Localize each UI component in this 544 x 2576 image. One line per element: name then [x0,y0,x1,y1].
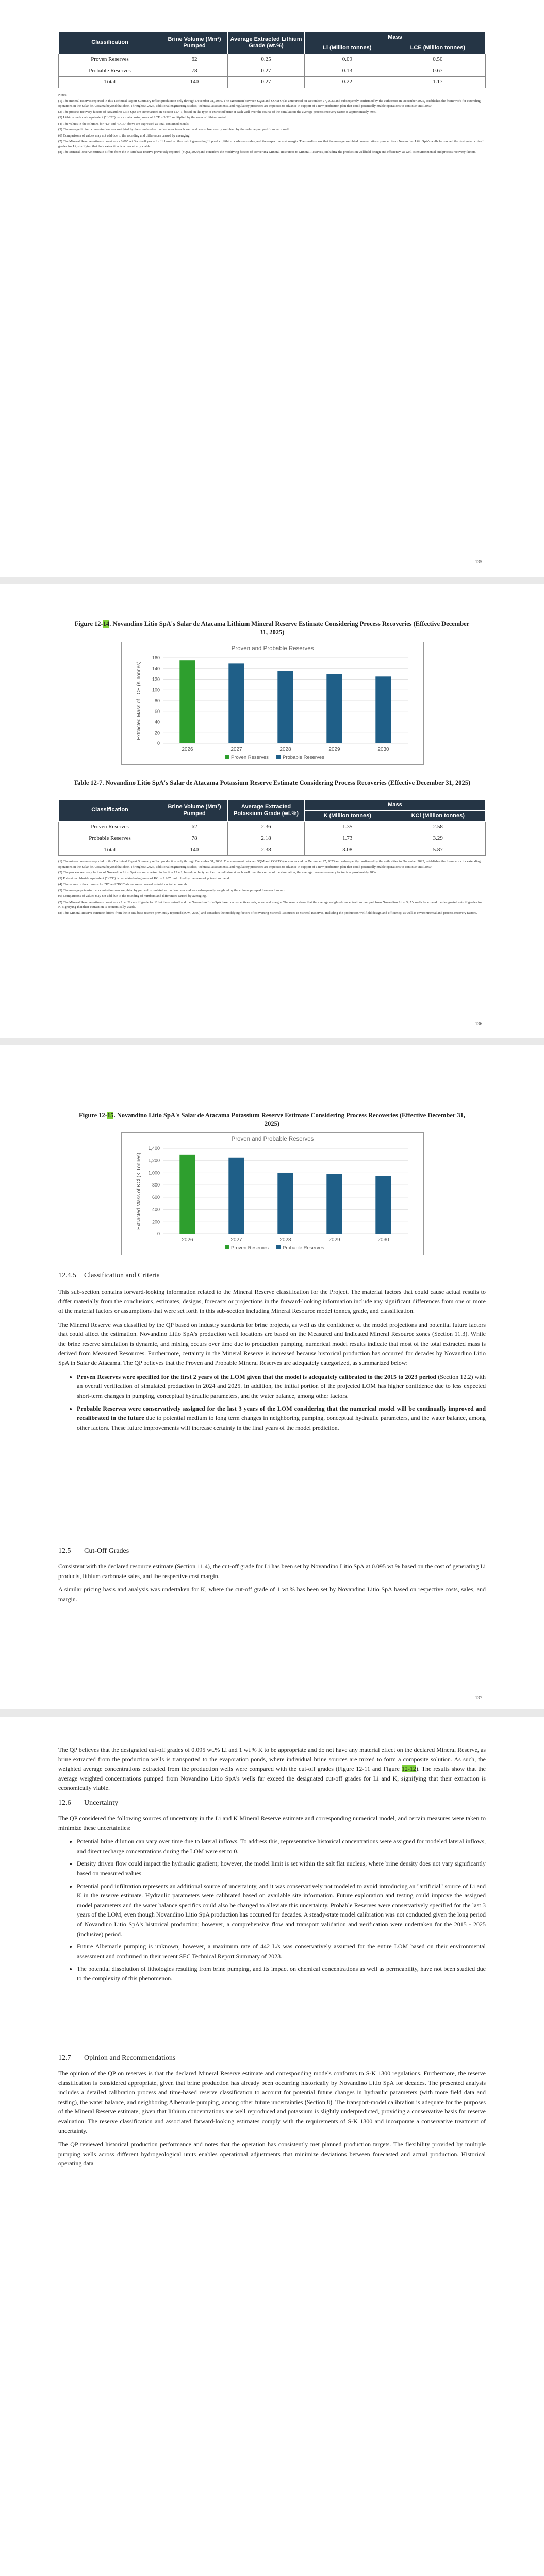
cell: 2.58 [390,821,486,833]
lithium-chart [121,642,424,765]
bullet-list [58,1837,486,1983]
col-li: Li (Million tonnes) [305,43,390,54]
y-tick-label: 400 [152,1207,160,1212]
page-separator [0,1709,544,1717]
cell: 78 [161,65,228,76]
cell: 2.18 [228,833,305,844]
legend-label: Probable Reserves [283,755,324,760]
paragraph: The opinion of the QP on reserves is that the declared Mineral Reserve estimate and corresponding models conforms to S-K 1300 regulations. Furthermore, the reserve classification is considered appropriate, given that brine production has already been occurring historically by Novandino Litio SpA for decades. The presented analysis includes a detailed calibration process and time-based reserve classification to account for potential future changes in hydraulic parameters (with more field data and testing), the water balance, and neighboring Albemarle pumping, among other future uncertainties (Section 8). The transport-model calibration is adequate for the purposes of the Mineral Reserve estimate, given that lithium concentrations are well reproduced and potassium is slightly underpredicted, providing a conservative basis for reserve evaluation. The reserve classification and associated forward-looking estimates comply with the requirements of S-K 1300 and incorporate a conservative treatment of uncertainty. [58,2070,486,2134]
cell: 3.08 [305,844,390,855]
note: (3) Potassium chloride equivalent ("KCl") is calculated using mass of KCl = 1.907 multiplied by the mass of potassium metal. [58,876,230,880]
section-number: 12.7 [58,2054,71,2062]
cell: Probable Reserves [59,65,161,76]
paragraph: Consistent with the declared resource estimate (Section 11.4), the cut-off grade for Li has been set by Novandino Litio SpA at 0.095 wt.% based on the cost of generating Li products, lithium carbonate sales, and the respective cost margin. [58,1563,486,1580]
cell: 0.67 [390,65,485,76]
legend-swatch [225,1245,229,1249]
cell: 2.38 [228,844,305,855]
bar-probable-reserves-2030 [375,676,391,743]
legend-swatch [276,1245,281,1249]
table-notes [58,859,486,917]
x-tick-label: 2027 [230,1237,242,1243]
section-title: Classification and Criteria [84,1272,160,1279]
note: (6) Comparisons of values may not add due to the rounding and differences caused by averaging. [58,133,191,138]
y-tick-label: 40 [154,719,160,725]
cell: 1.35 [305,821,390,833]
section-body [58,1745,486,1797]
caption-highlight: 12-12 [401,1765,416,1773]
chart-svg [122,642,423,764]
paragraph: The QP reviewed historical production performance and notes that the operation has consistently met planned production targets. The flexibility provided by multiple pumping wells across different hydrogeological units enables operational adjustments that minimize deviations between forecasted and actual production. Historical operating data [58,2141,486,2167]
table-row [59,833,486,844]
col-brine-volume: Brine Volume (Mm³) Pumped [161,800,228,822]
cell: 0.27 [228,76,305,88]
cell: 0.27 [228,65,305,76]
page-number: 137 [475,1695,482,1700]
y-tick-label: 0 [157,741,160,746]
list-item: • Density driven flow could impact the hydraulic gradient; however, the model limit is set within the salt flat nucleus, where brine density does not vary significantly based on measured values. [77,1859,486,1878]
col-kcl: KCl (Million tonnes) [390,810,486,821]
legend-swatch [276,755,281,759]
note: (1) The mineral reserves reported in this Technical Report Summary reflect production only through December 31, 2030. The agreement between SQM and CORFO (as announced on December 27, 2023 and subsequently confirmed by the authorities in December 2025, establishes the framework for extending operations in the Salar de Atacama beyond that date. Throughout 2026, additional engineering studies, technical assessments, and regulatory processes are expected to advance in support of a new production plan that could potentially enable operations to continue until 2060. [58,99,481,108]
note: (4) The values in the columns for "Li" and "LCE" above are expressed as total contained metals. [58,122,190,126]
bar-proven-reserves-2026 [179,660,195,743]
cell: Probable Reserves [59,833,161,844]
y-tick-label: 200 [152,1219,160,1225]
note: (2) The process recovery factors of Novandino Litio SpA are summarized in Section 12.4.1, based on the type of extracted brine at each well over the course of the simulation; the average process recovery factor is approximately 78%. [58,871,377,875]
list-item: • The potential dissolution of lithologies resulting from brine pumping, and its impact on chemical concentrations as well as permeability, have not been studied due to the complexity of this phenomenon. [77,1964,486,1983]
cell: 78 [161,833,228,844]
y-axis-label: Extracted Mass of LCE (K Tonnes) [136,661,142,740]
col-lce: LCE (Million tonnes) [390,43,485,54]
bar-probable-reserves-2029 [326,1174,342,1234]
y-tick-label: 100 [152,687,160,693]
page-2 [0,584,544,1038]
cell: 140 [161,76,228,88]
cell: 0.13 [305,65,390,76]
note: (8) This Mineral Reserve estimate differs from the in-situ base reserve previously reported (SQM, 2020) and considers the modifying factors of converting Mineral Resources to Mineral Reserves, including the production wellfield design and efficiency, as well as environmental and process recovery factors. [58,911,477,915]
y-tick-label: 80 [154,698,160,703]
bar-probable-reserves-2027 [228,663,244,743]
list-item [77,1404,486,1433]
y-tick-label: 120 [152,676,160,682]
section-body [58,1814,486,1988]
x-tick-label: 2030 [377,747,389,752]
bullet-text: (Section 12.2) with an overall verification of simulated production in 2024 and 2025. In addition, the initial portion of the projected LOM has higher confidence due to less expected short-term changes in pumping, conceptual hydraulic parameters, and the water balance, among other factors. [77,1372,486,1399]
section-number: 12.6 [58,1799,71,1807]
x-tick-label: 2028 [279,1237,291,1243]
cell: Proven Reserves [59,821,161,833]
x-tick-label: 2030 [377,1237,389,1243]
caption-text: . Novandino Litio SpA's Salar de Atacama Lithium Mineral Reserve Estimate Considering Process Recoveries (Effective December 31, 2025) [109,620,470,636]
chart-svg [122,1133,423,1255]
section-body [58,1287,486,1436]
table-row [59,54,486,65]
chart-title: Proven and Probable Reserves [231,646,314,652]
caption-text: . Novandino Litio SpA's Salar de Atacama Potassium Reserve Estimate Considering Process Recoveries (Effective December 31, 2025) [113,1112,465,1127]
note: (7) The Mineral Reserve estimate considers a 1 wt.% cut-off grade for K but these cut-off and the Novandino Litio SpA based on respective costs, sales, and margin. The results show that the average weighted concentrations pumped from Novandino Litio SpA's wells far exceed the designated cut-off grades for K, signifying that their extraction is economically viable. [58,900,482,909]
table-notes [58,93,486,156]
paragraph: A similar pricing basis and analysis was undertaken for K, where the cut-off grade of 1 wt.% has been set by Novandino Litio SpA based on respective costs, sales, and margin. [58,1586,486,1603]
legend-label: Probable Reserves [283,1245,324,1251]
note: (1) The mineral reserves reported in this Technical Report Summary reflect production only through December 31, 2030. The agreement between SQM and CORFO (as announced on December 27, 2023 and subsequently confirmed by the authorities in December 2025, establishes the framework for extending operations in the Salar de Atacama beyond that date. Throughout 2026, additional engineering studies, technical assessments, and regulatory processes are expected to advance in support of a new production plan that could potentially enable operations to continue until 2060. [58,860,481,869]
bullet-list [58,1372,486,1433]
list-item: • Future Albemarle pumping is unknown; however, a maximum rate of 442 L/s was conservatively assumed for the entire LOM based on their environmental assessment and confirmed in their recent SEC Technical Report Summary of 2023. [77,1942,486,1961]
bar-probable-reserves-2028 [277,671,293,743]
y-tick-label: 20 [154,730,160,736]
cell: 2.36 [228,821,305,833]
cell: 140 [161,844,228,855]
y-tick-label: 1,000 [148,1170,160,1176]
col-grade: Average Extracted Lithium Grade (wt.%) [228,32,305,54]
figure-caption [72,1112,472,1128]
col-grade: Average Extracted Potassium Grade (wt.%) [228,800,305,822]
chart-title: Proven and Probable Reserves [231,1136,314,1142]
cell: 0.22 [305,76,390,88]
paragraph [58,1745,486,1793]
y-tick-label: 600 [152,1194,160,1200]
bar-proven-reserves-2026 [179,1155,195,1234]
cell: Total [59,76,161,88]
note: (5) The average potassium concentration was weighted by per well simulated extraction rates and was subsequently weighted by the volume pumped from each month. [58,888,286,892]
table-row [59,844,486,855]
note: (4) The values in the columns for "K" and "KCl" above are expressed as total contained metals. [58,883,188,887]
bar-probable-reserves-2027 [228,1158,244,1234]
list-item [77,1372,486,1401]
page-separator [0,577,544,584]
cell: 1.17 [390,76,485,88]
section-heading-12-7 [58,2054,175,2062]
legend-label: Proven Reserves [231,755,269,760]
section-title: Cut-Off Grades [84,1547,129,1555]
table-row [59,76,486,88]
text: ). The results show that the average weighted concentrations pumped from Novandino Litio SpA's wells far exceed the designated cut-off grades for Li and K, signifying that their extraction is economically viable. [58,1765,486,1792]
cell: 0.25 [228,54,305,65]
y-tick-label: 60 [154,708,160,714]
caption-highlight: 15 [107,1112,114,1119]
cell: 0.50 [390,54,485,65]
y-tick-label: 800 [152,1182,160,1188]
y-tick-label: 140 [152,666,160,671]
page-4 [0,1717,544,2576]
y-tick-label: 160 [152,655,160,660]
lithium-reserve-table [58,32,486,88]
section-heading-12-4-5 [58,1272,160,1280]
x-tick-label: 2026 [182,1237,193,1243]
col-brine-volume: Brine Volume (Mm³) Pumped [161,32,228,54]
col-classification: Classification [59,800,161,822]
note: (5) The average lithium concentration was weighted by the simulated extraction rates in each well and was subsequently weighted by the volume pumped from each well. [58,128,290,132]
section-heading-12-5 [58,1547,129,1555]
list-item: • Potential pond infiltration represents an additional source of uncertainty, and it was conservatively not modeled to avoid introducing an "artificial" source of Li and K in the reserve estimate. Hydraulic parameters were calibrated based on available site information. Future exploration and testing could improve the assigned model parameters and the water balance specifics could also be changed to alleviate this uncertainty. Probable Reserves were conservatively specified for the last 3 years of the LOM, even though Novandino Litio SpA production has occurred for decades. A steady-state model calibration was not conducted given the long period of Novandino Litio SpA's historical production; however, a comprehensive flow and transport validation and verification were undertaken for the 2015 - 2025 (inclusive) period. [77,1882,486,1939]
cell: 3.29 [390,833,486,844]
text: The QP believes that the designated cut-off grades of 0.095 wt.% Li and 1 wt.% K to be appropriate and do not have any material effect on the declared Mineral Reserve, as brine extracted from the production wells is transported to the evaporation ponds, where individual brine sources are mixed to form a composite solution. As such, the weighted average concentrations extracted from the production wells were compared with the cut-off grades (Figure 12-11 and Figure [58,1746,486,1773]
potassium-reserve-table [58,800,486,856]
cell: 62 [161,821,228,833]
page-number: 135 [475,559,482,564]
x-tick-label: 2029 [328,1237,340,1243]
section-number: 12.5 [58,1547,71,1555]
bar-probable-reserves-2029 [326,674,342,743]
section-body [58,1562,486,1608]
cell: 0.09 [305,54,390,65]
col-k: K (Million tonnes) [305,810,390,821]
bullet-text: due to potential medium to long term changes in neighboring pumping, conceptual hydraulic parameters, and the water balance, among other factors. These future improvements will increase certainty in the final years of the model prediction. [77,1414,486,1431]
x-tick-label: 2027 [230,747,242,752]
table-row [59,821,486,833]
paragraph: The QP considered the following sources of uncertainty in the Li and K Mineral Reserve estimate and corresponding numerical model, and certain measures were taken to minimize these uncertainties: [58,1815,486,1832]
section-body [58,2069,486,2173]
section-title: Opinion and Recommendations [84,2054,176,2062]
col-mass-group: Mass [305,800,486,811]
note: Notes: [58,93,68,97]
note: (7) The Mineral Reserve estimate considers a 0.095 wt.% cut-off grade for Li based on the cost of generating Li product, lithium carbonate sales, and the respective cost margin. The results show that the average weighted concentrations pumped from Novandino Litio SpA's wells far exceed the designated cut-off grades for Li, signifying that their extraction is economically viable. [58,140,484,148]
note: (8) The Mineral Reserve estimate differs from the in-situ base reserve previously reported (SQM, 2020) and considers the modifying factors of converting Mineral Resources to Mineral Reserves, including the production wellfield design and efficiency, as well as environmental and process recovery factors. [58,150,476,155]
caption-prefix: Figure 12- [79,1112,107,1119]
y-axis-label: Extracted Mass of KCl (K Tonnes) [136,1153,142,1230]
bullet-bold: Proven Reserves were specified for the first 2 years of the LOM given that the model is adequately calibrated to the 2015 to 2023 period [77,1372,437,1380]
page-3 [0,1045,544,1709]
y-tick-label: 1,400 [148,1146,160,1151]
cell: 5.87 [390,844,486,855]
table-row [59,65,486,76]
section-number: 12.4.5 [58,1272,76,1279]
note: (6) Comparisons of values may not add due to the rounding of numbers and differences caused by averaging. [58,894,207,899]
caption-highlight: 14 [103,620,110,628]
y-tick-label: 0 [157,1231,160,1236]
col-mass-group: Mass [305,32,486,43]
section-title: Uncertainty [84,1799,119,1807]
x-tick-label: 2026 [182,747,193,752]
y-tick-label: 1,200 [148,1158,160,1163]
legend-swatch [225,755,229,759]
cell: Total [59,844,161,855]
paragraph: The Mineral Reserve was classified by the QP based on industry standards for brine projects, as well as the confidence of the model projections and potential future factors that could affect the estimation. Novandino Litio SpA's production well locations are based on the Measured and Indicated Mineral Resource zones (Section 11.3). While the brine reserve simulation is dynamic, and mixing occurs over time due to production pumping, numerical model results indicate that most of the total extracted mass is derived from Measured Resources. Furthermore, certainty in the Mineral Reserve is increased because historical production has occurred for decades by Novandino Litio SpA in Salar de Atacama. The QP believes that the Proven and Probable Mineral Reserves are adequately categorized, as summarized below: [58,1320,486,1367]
page-number: 136 [475,1021,482,1026]
x-tick-label: 2028 [279,747,291,752]
section-heading-12-6 [58,1799,118,1807]
cell: Proven Reserves [59,54,161,65]
page-1 [0,0,544,577]
cell: 1.73 [305,833,390,844]
potassium-chart [121,1132,424,1255]
note: (2) The process recovery factors of Novandino Litio SpA are summarized in Section 12.4.1, based on the type of extracted brine at each well over the course of the simulation; the average process recovery factor is approximately 49%. [58,110,377,114]
bullet-bold: Probable Reserves were conservatively assigned for the last 3 years of the LOM considering that the numerical model will be continually improved and recalibrated in the future [77,1404,486,1422]
list-item: • Potential brine dilution can vary over time due to lateral inflows. To address this, representative historical concentrations were assigned for modeled lateral inflows, and direct recharge concentrations during the LOM were set to 0. [77,1837,486,1856]
paragraph: This sub-section contains forward-looking information related to the Mineral Reserve classification for the Project. The material factors that could cause actual results to differ materially from the conclusions, estimates, designs, forecasts or projections in the forward-looking information include any significant differences from one or more of the material factors or assumptions that were set forth in this sub-section including Mineral Resource model tonnes, grade, and classification. [58,1288,486,1315]
figure-caption [72,620,472,636]
caption-prefix: Figure 12- [74,620,103,628]
page-separator [0,1038,544,1045]
bar-probable-reserves-2030 [375,1176,391,1234]
bar-probable-reserves-2028 [277,1173,293,1234]
note: (3) Lithium carbonate equivalent ("LCE") is calculated using mass of LCE = 5.323 multiplied by the mass of lithium metal. [58,116,227,120]
col-classification: Classification [59,32,161,54]
cell: 62 [161,54,228,65]
legend-label: Proven Reserves [231,1245,269,1251]
x-tick-label: 2029 [328,747,340,752]
table-caption: Table 12-7. Novandino Litio SpA's Salar de Atacama Potassium Reserve Estimate Considering Process Recoveries (Effective December 31, 2025) [73,779,471,786]
